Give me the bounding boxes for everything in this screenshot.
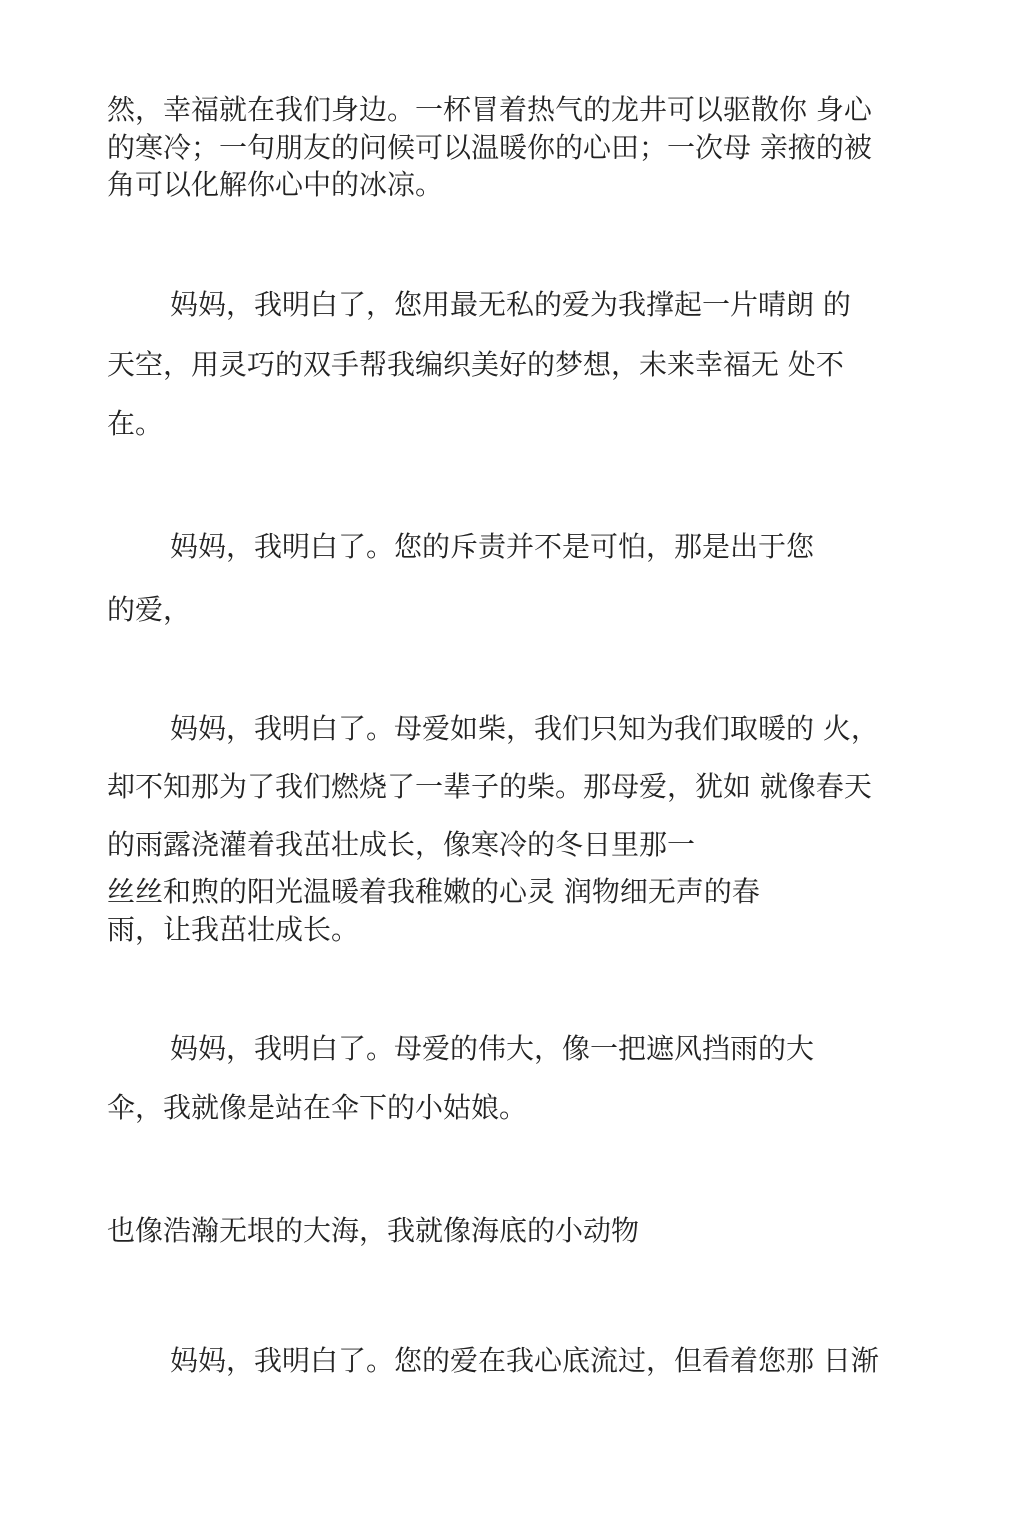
text-line: 妈妈，我明白了。母爱如柴，我们只知为我们取暖的 火， <box>170 712 879 745</box>
text-line: 妈妈，我明白了。您的斥责并不是可怕，那是出于您 <box>170 530 815 563</box>
text-line: 然，幸福就在我们身边。一杯冒着热气的龙井可以驱散你 身心 <box>107 93 872 126</box>
text-line: 雨，让我茁壮成长。 <box>107 913 360 946</box>
text-line: 丝丝和煦的阳光温暖着我稚嫩的心灵 润物细无声的春 <box>107 875 760 908</box>
text-line: 的寒冷；一句朋友的问候可以温暖你的心田；一次母 亲掖的被 <box>107 131 872 164</box>
text-line: 的雨露浇灌着我茁壮成长，像寒冷的冬日里那一 <box>107 828 696 861</box>
text-line: 妈妈，我明白了。您的爱在我心底流过，但看着您那 日渐 <box>170 1344 879 1377</box>
text-line: 伞，我就像是站在伞下的小姑娘。 <box>107 1091 528 1124</box>
text-line: 妈妈，我明白了，您用最无私的爱为我撑起一片晴朗 的 <box>170 288 851 321</box>
text-line: 在。 <box>107 407 164 440</box>
text-line: 天空，用灵巧的双手帮我编织美好的梦想，未来幸福无 处不 <box>107 348 844 381</box>
text-line: 也像浩瀚无垠的大海，我就像海底的小动物 <box>107 1214 640 1247</box>
text-line: 的爱， <box>107 593 192 626</box>
text-line: 角可以化解你心中的冰凉。 <box>107 168 444 201</box>
text-line: 却不知那为了我们燃烧了一辈子的柴。那母爱，犹如 就像春天 <box>107 770 872 803</box>
text-line: 妈妈，我明白了。母爱的伟大，像一把遮风挡雨的大 <box>170 1032 815 1065</box>
